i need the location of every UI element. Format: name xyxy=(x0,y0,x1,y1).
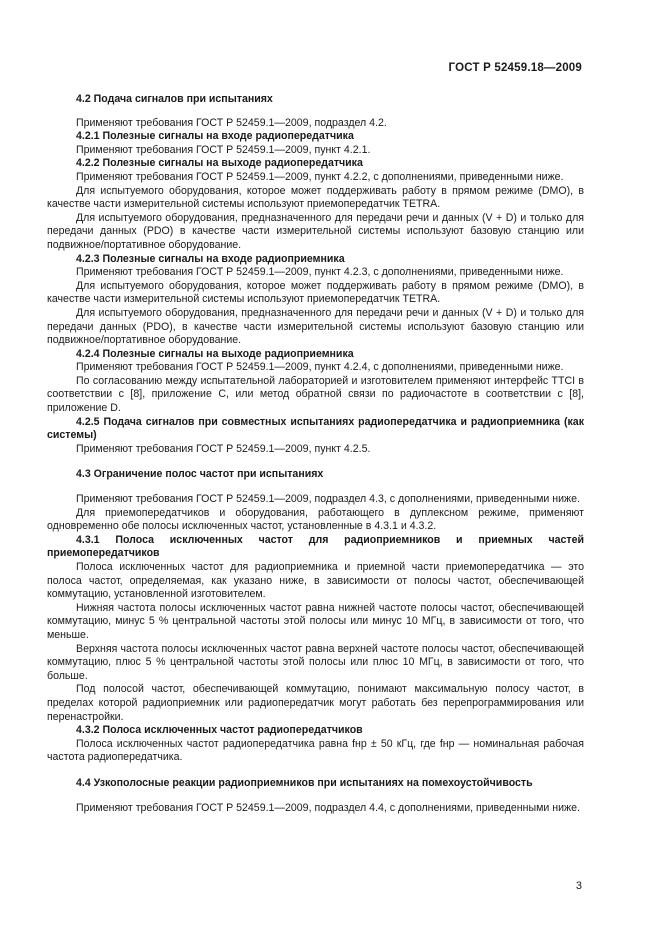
section-4-4-heading: 4.4 Узкополосные реакции радиоприемников при испытаниях на помехоустойчивость xyxy=(76,776,533,789)
paragraph: Применяют требования ГОСТ Р 52459.1—2009, подраздел 4.4, с дополнениями, приведенными ниже. xyxy=(76,801,580,814)
paragraph: Для испытуемого оборудования, которое может поддерживать работу в прямом режиме (DMO), в качестве части измерительной системы используют приемопередатчик TETRA. xyxy=(47,279,584,306)
paragraph: Для испытуемого оборудования, которое может поддерживать работу в прямом режиме (DMO), в качестве части измерительной системы используют приемопередатчик TETRA. xyxy=(47,184,584,211)
page-number: 3 xyxy=(575,880,582,892)
paragraph: Полоса исключенных частот радиопередатчика равна fнр ± 50 кГц, где fнр — номинальная рабочая частота радиопередатчика. xyxy=(47,737,584,764)
paragraph: Применяют требования ГОСТ Р 52459.1—2009, пункт 4.2.4, с дополнениями, приведенными ниже. xyxy=(76,361,564,374)
paragraph: Применяют требования ГОСТ Р 52459.1—2009, пункт 4.2.2, с дополнениями, приведенными ниже. xyxy=(76,170,564,183)
paragraph: По согласованию между испытательной лабораторией и изготовителем применяют интерфейс TTCI в соответствии с [8], приложение С, или метод обратной связи по радиочастоте в соответствии с [8], приложение D. xyxy=(47,374,584,415)
paragraph: Применяют требования ГОСТ Р 52459.1—2009, пункт 4.2.1. xyxy=(76,143,371,156)
section-4-2-5-heading: 4.2.5 Подача сигналов при совместных испытаниях радиопередатчика и радиоприемника (как системы) xyxy=(47,415,584,442)
paragraph: Применяют требования ГОСТ Р 52459.1—2009, подраздел 4.3, с дополнениями, приведенными ниже. xyxy=(76,493,580,506)
paragraph: Полоса исключенных частот для радиоприемника и приемной части приемопередатчика — это полоса частот, определяемая, как указано ниже, в зависимости от полосы частот, обеспечивающей коммутацию, установленной изготовителем. xyxy=(47,561,584,601)
paragraph: Верхняя частота полосы исключенных частот равна верхней частоте полосы частот, обеспечивающей коммутацию, плюс 5 % центральной частоты этой полосы или плюс 10 МГц, в зависимости от того, что больше. xyxy=(47,642,584,682)
section-4-2-3-heading: 4.2.3 Полезные сигналы на входе радиоприемника xyxy=(76,252,345,265)
section-4-3-2-heading: 4.3.2 Полоса исключенных частот радиопередатчиков xyxy=(76,724,363,737)
paragraph: Для испытуемого оборудования, предназначенного для передачи речи и данных (V + D) и только для передачи данных (PDO) в качестве части измерительной системы используют базовую станцию или подвижное/портативное оборудование. xyxy=(47,211,584,251)
paragraph: Для приемопередатчиков и оборудования, работающего в дуплексном режиме, применяют одновременно обе полосы исключенных частот, установленные в 4.3.1 и 4.3.2. xyxy=(47,506,584,533)
section-4-3-1-heading: 4.3.1 Полоса исключенных частот для радиоприемников и приемных частей приемопередатчиков xyxy=(47,533,584,560)
section-4-2-2-heading: 4.2.2 Полезные сигналы на выходе радиопередатчика xyxy=(76,157,363,170)
paragraph: Применяют требования ГОСТ Р 52459.1—2009, пункт 4.2.3, с дополнениями, приведенными ниже. xyxy=(76,266,564,279)
section-4-2-1-heading: 4.2.1 Полезные сигналы на входе радиопередатчика xyxy=(76,130,354,143)
paragraph: Под полосой частот, обеспечивающей коммутацию, понимают максимальную полосу частот, в пределах которой радиоприемник или радиопередатчик могут работать без перепрограммирования или перенастройки. xyxy=(47,683,584,723)
section-4-2-4-heading: 4.2.4 Полезные сигналы на выходе радиоприемника xyxy=(76,347,354,360)
section-4-2-heading: 4.2 Подача сигналов при испытаниях xyxy=(76,93,273,105)
paragraph: Применяют требования ГОСТ Р 52459.1—2009, подраздел 4.2. xyxy=(76,116,387,129)
paragraph: Для испытуемого оборудования, предназначенного для передачи речи и данных (V + D) и только для передачи данных (PDO), в качестве части измерительной системы используют базовую станцию или подвижное/портативное оборудование. xyxy=(47,306,584,347)
document-body xyxy=(47,93,584,815)
paragraph: Нижняя частота полосы исключенных частот равна нижней частоте полосы частот, обеспечивающей коммутацию, минус 5 % центральной частоты этой полосы или минус 10 МГц, в зависимости от того, что меньше. xyxy=(47,601,584,641)
document-code: ГОСТ Р 52459.18—2009 xyxy=(448,62,582,74)
paragraph: Применяют требования ГОСТ Р 52459.1—2009, пункт 4.2.5. xyxy=(76,442,371,455)
section-4-3-heading: 4.3 Ограничение полос частот при испытаниях xyxy=(76,468,324,481)
